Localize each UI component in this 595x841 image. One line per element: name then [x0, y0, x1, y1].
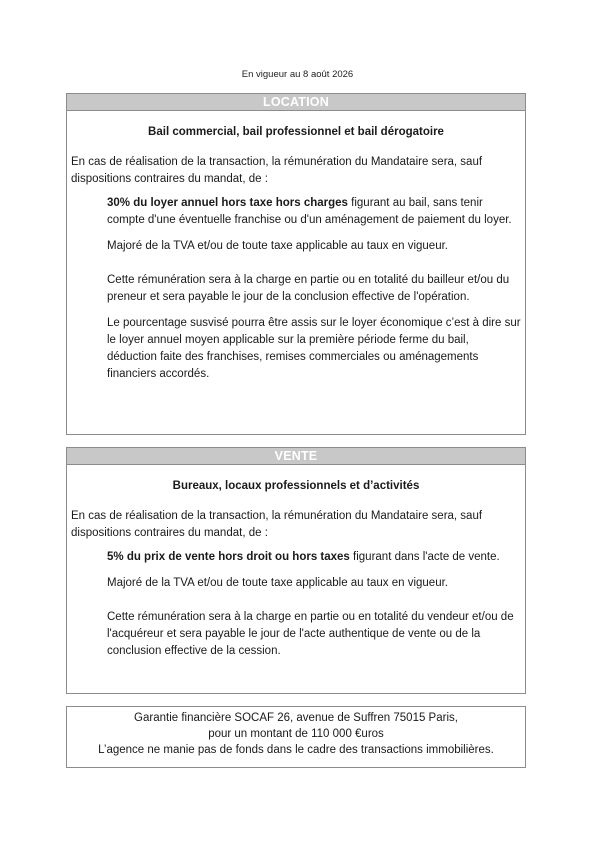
location-section [66, 93, 526, 435]
vente-section-title: VENTE [67, 448, 525, 465]
location-fee-rate: 30% du loyer annuel hors taxe hors charges [107, 197, 348, 209]
location-charge: Cette rémunération sera à la charge en partie ou en totalité du bailleur et/ou du preneur et sera payable le jour de la conclusion effective de l'opération. [107, 274, 510, 303]
location-basis: Le pourcentage susvisé pourra être assis sur le loyer économique c’est à dire sur le loyer annuel moyen applicable sur la première période ferme du bail, déduction faite des franchises, remises commerciales ou aménagements financiers accordés. [107, 317, 521, 380]
location-fee [67, 195, 525, 229]
vente-fee-detail: figurant dans l'acte de vente. [349, 551, 500, 563]
location-fee-detail: figurant au bail, sans tenir compte d'une éventuelle franchise ou d'un aménagement de paiement du loyer. [107, 197, 512, 226]
vente-section [66, 447, 526, 694]
guarantee-amount: pour un montant de 110 000 €uros [208, 728, 384, 740]
financial-guarantee-box [66, 706, 526, 768]
funds-disclaimer: L’agence ne manie pas de fonds dans le cadre des transactions immobilières. [98, 744, 494, 756]
guarantee-line: Garantie financière SOCAF 26, avenue de Suffren 75015 Paris, [134, 712, 458, 724]
location-vat: Majoré de la TVA et/ou de toute taxe applicable au taux en vigueur. [107, 240, 448, 252]
vente-fee [67, 549, 525, 566]
location-intro: En cas de réalisation de la transaction, la rémunération du Mandataire sera, sauf dispositions contraires du mandat, de : [71, 156, 483, 185]
vente-charge: Cette rémunération sera à la charge en partie ou en totalité du vendeur et/ou de l'acquéreur et sera payable le jour de l'acte authentique de vente ou de la conclusion effective de la cession. [107, 611, 514, 657]
vente-intro: En cas de réalisation de la transaction, la rémunération du Mandataire sera, sauf dispositions contraires du mandat, de : [71, 510, 483, 539]
location-section-title: LOCATION [67, 94, 525, 111]
location-subtitle: Bail commercial, bail professionnel et bail dérogatoire [148, 126, 444, 138]
effective-date: En vigueur au 8 août 2026 [241, 69, 354, 80]
vente-subtitle: Bureaux, locaux professionnels et d’activités [172, 480, 420, 492]
vente-vat: Majoré de la TVA et/ou de toute taxe applicable au taux en vigueur. [107, 577, 448, 589]
vente-fee-rate: 5% du prix de vente hors droit ou hors taxes [107, 551, 350, 563]
